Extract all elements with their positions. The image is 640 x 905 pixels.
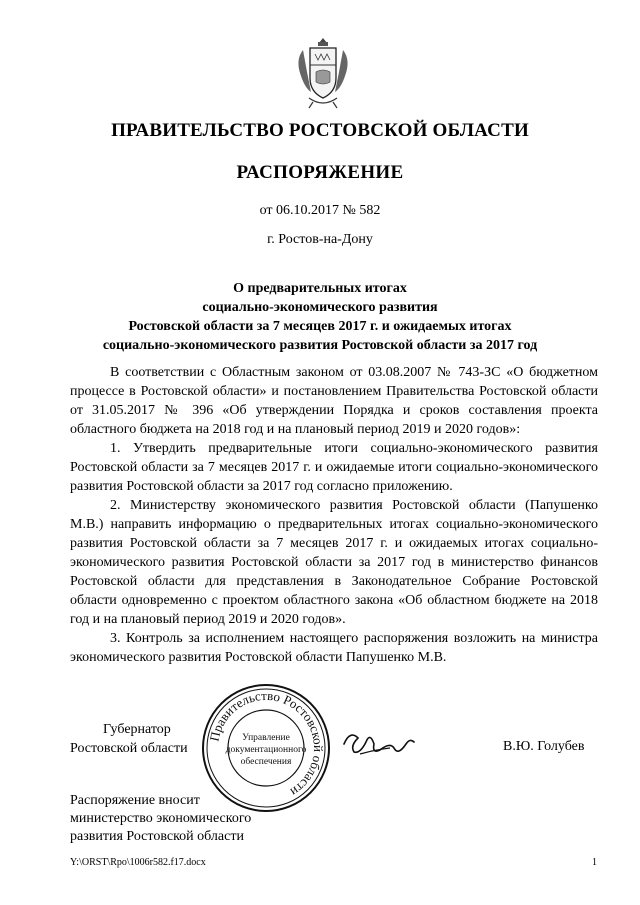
file-path: Y:\ORST\Rpo\1006r582.f17.docx xyxy=(70,857,206,868)
signer-position-line2: Ростовской области xyxy=(70,741,188,756)
title-line: О предварительных итогах xyxy=(233,281,407,296)
seal-ring-text: Правительство Ростовской области xyxy=(206,687,327,800)
note-line: Распоряжение вносит xyxy=(70,793,200,808)
seal-center-line: Управление xyxy=(242,733,290,743)
document-body xyxy=(70,363,598,667)
body-paragraph: 1. Утвердить предварительные итоги социально-экономического развития Ростовской области за 7 месяцев 2017 г. и ожидаемые итоги социально-экономического развития Ростовской области за 2017 год согласно приложению. xyxy=(70,441,598,494)
note-line: развития Ростовской области xyxy=(70,829,244,844)
doc-type: РАСПОРЯЖЕНИЕ xyxy=(236,162,404,183)
signer-position-line1: Губернатор xyxy=(103,722,171,737)
page-number: 1 xyxy=(592,857,597,868)
handwritten-signature xyxy=(340,724,422,764)
submitted-by-note xyxy=(70,792,370,846)
coat-of-arms-icon xyxy=(293,32,353,110)
title-line: социально-экономического развития Ростовской области за 2017 год xyxy=(102,338,538,353)
org-title: ПРАВИТЕЛЬСТВО РОСТОВСКОЙ ОБЛАСТИ xyxy=(111,120,529,141)
signer-name: В.Ю. Голубев xyxy=(503,739,585,754)
body-paragraph: 3. Контроль за исполнением настоящего распоряжения возложить на министра экономического развития Ростовской области Папушенко М.В. xyxy=(70,631,598,665)
title-line: Ростовской области за 7 месяцев 2017 г. и ожидаемых итогах xyxy=(128,319,512,334)
body-paragraph: 2. Министерству экономического развития Ростовской области (Папушенко М.В.) направить информацию о предварительных итогах социально-экономического развития Ростовской области за 7 месяцев 2017 г. и ожидаемых итогах социально-экономического развития Ростовской области за 2017 год в министерство финансов Ростовской области для представления в Законодательное Собрание Ростовской области одновременно с проектом областного закона «Об областном бюджете на 2018 год и на плановый период 2019 и 2020 годов». xyxy=(70,498,598,627)
body-paragraph: В соответствии с Областным законом от 03.08.2007 № 743-ЗС «О бюджетном процессе в Ростовской области» и постановлением Правительства Ростовской области от 31.05.2017 № 396 «Об утверждении Порядка и сроков составления проекта областного бюджета на 2018 год и на плановый период 2019 и 2020 годов»: xyxy=(70,365,598,437)
seal-center-line: обеспечения xyxy=(240,757,292,767)
date-number: от 06.10.2017 № 582 xyxy=(259,203,381,218)
title-line: социально-экономического развития xyxy=(202,300,438,315)
note-line: министерство экономического xyxy=(70,811,252,826)
document-title xyxy=(0,279,640,355)
svg-text:Правительство Ростовской облас xyxy=(206,688,326,800)
seal-center-line: документационного xyxy=(225,745,307,755)
city: г. Ростов-на-Дону xyxy=(267,232,373,247)
